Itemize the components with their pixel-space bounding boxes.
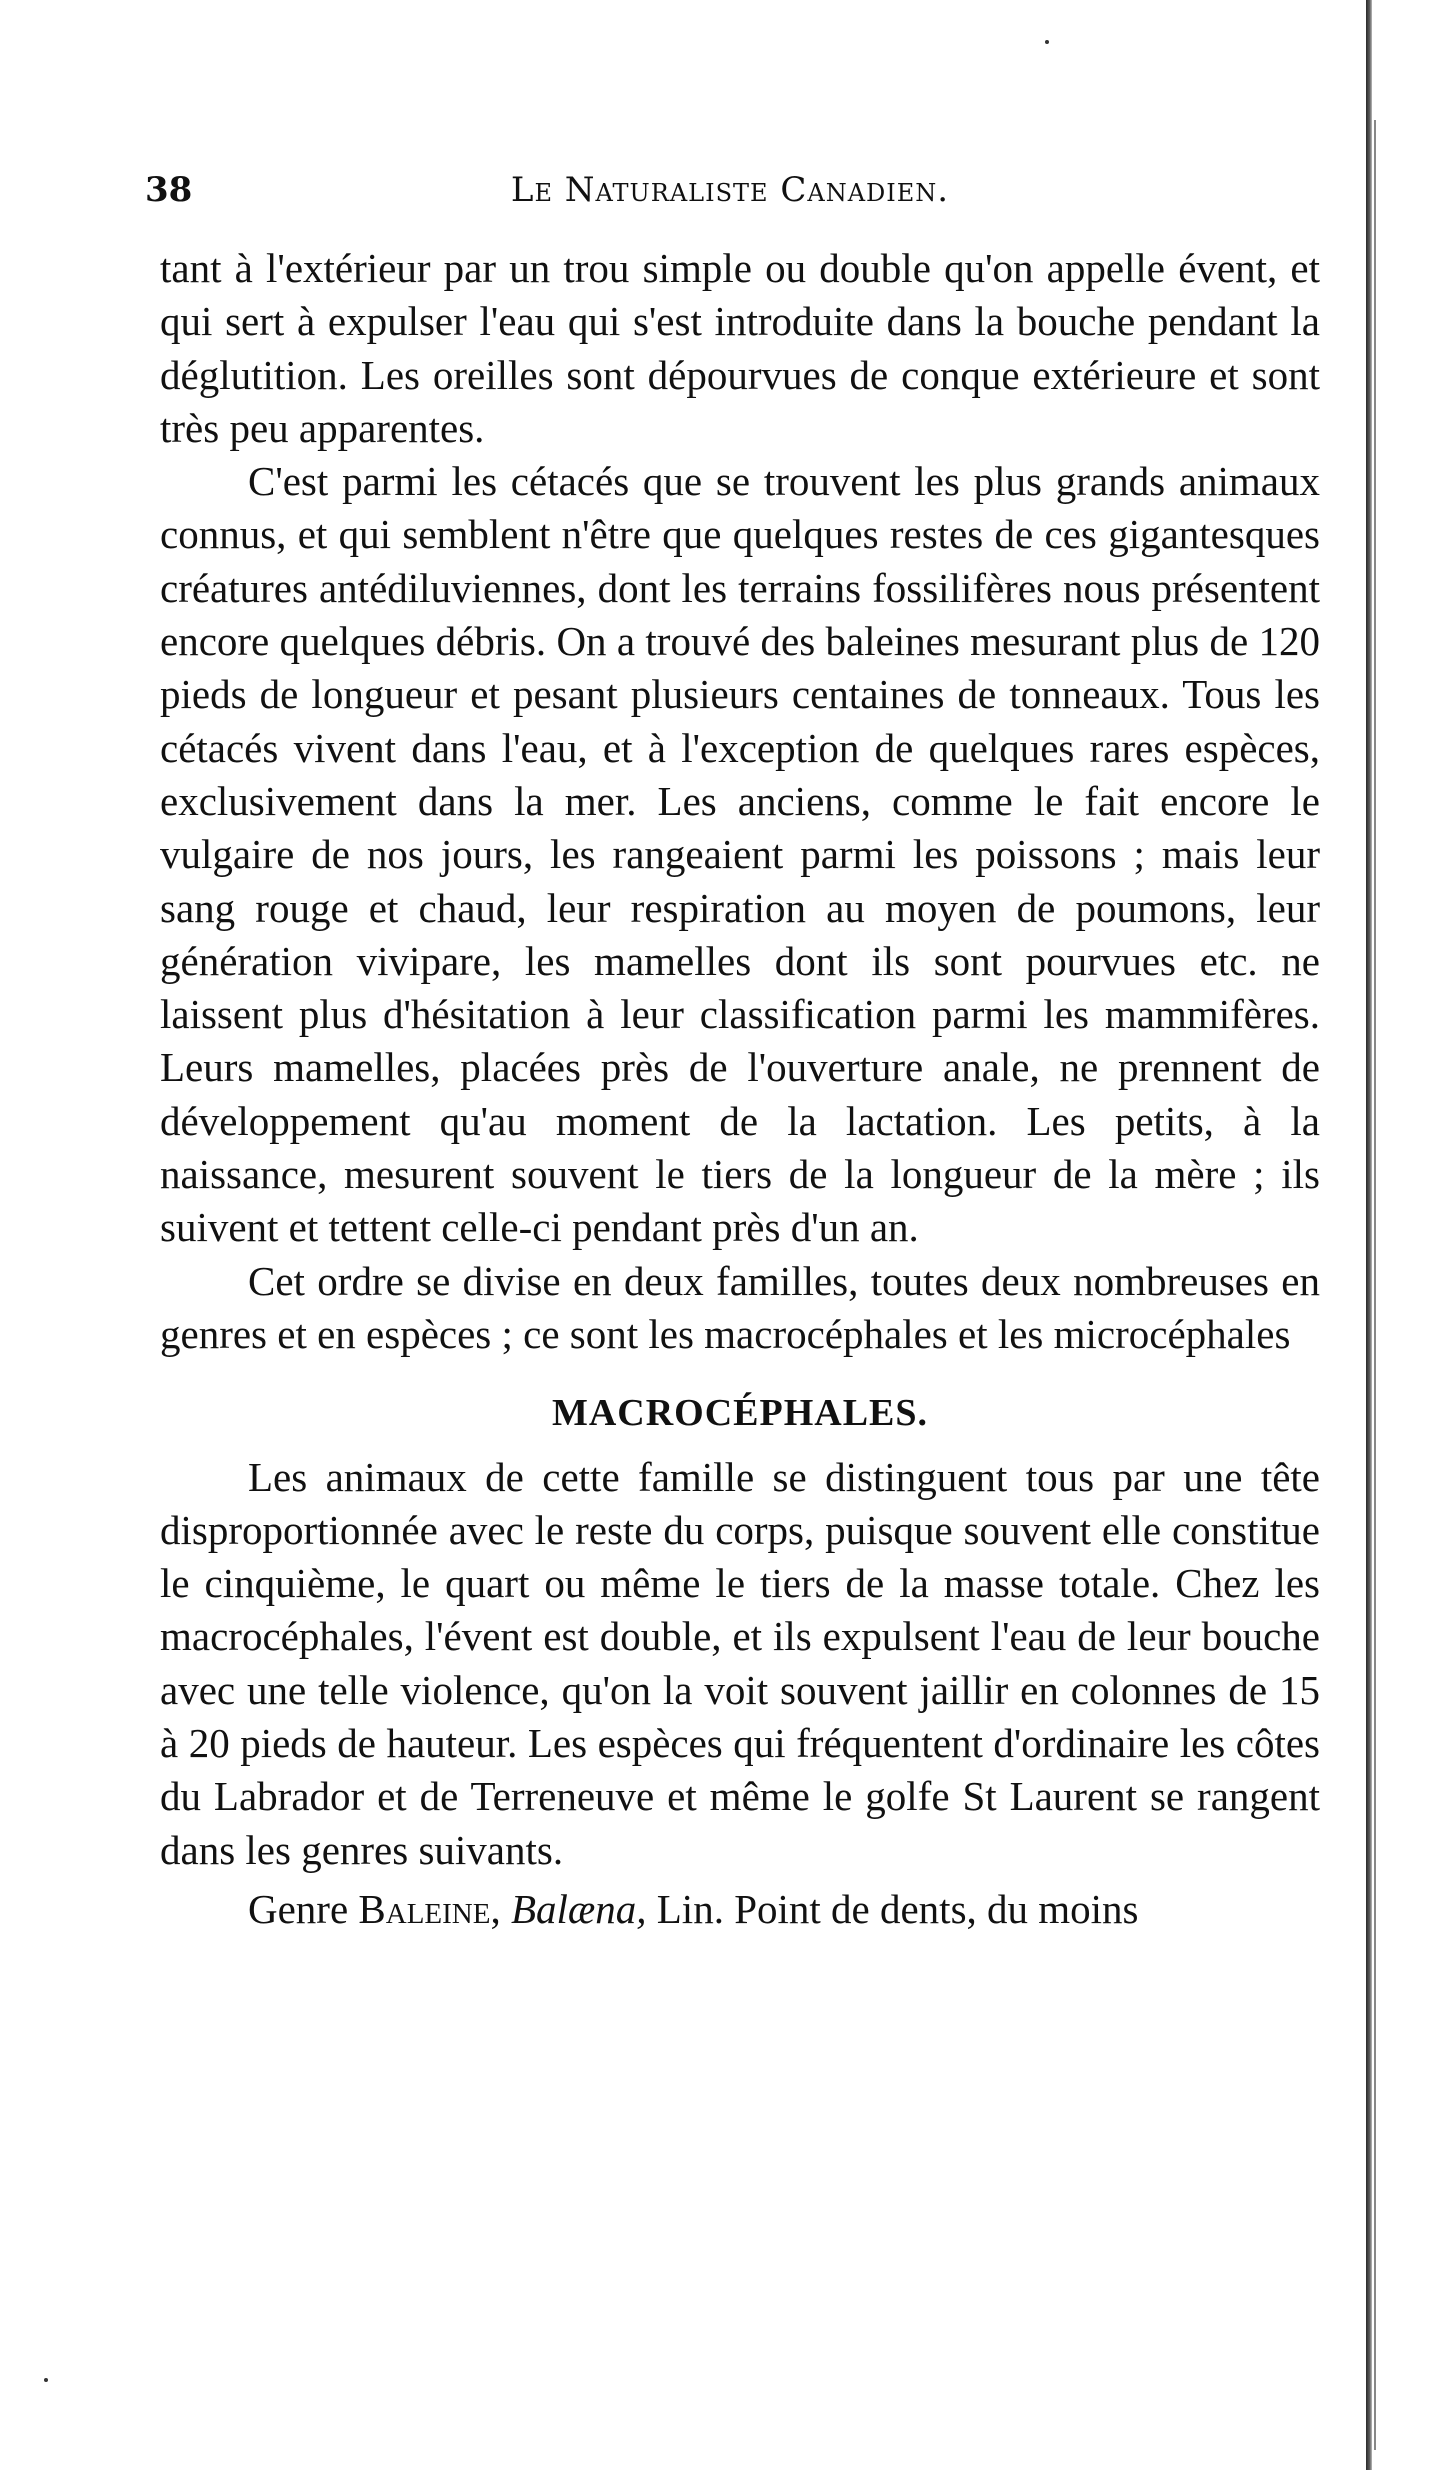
body-text <box>160 242 1320 1936</box>
genre-label: Genre <box>248 1885 349 1932</box>
paragraph-macrocephales: Les animaux de cette famille se distinguent tous par une tête disproportionnée avec le reste du corps, puisque souvent elle constitue le cinquième, le quart ou même le tiers de la masse totale. Chez les macrocéphales, l'évent est double, et ils expulsent l'eau de leur bouche avec une telle violence, qu'on la voit souvent jaillir en colonnes de 15 à 20 pieds de hauteur. Les espèces qui fréquentent d'ordinaire les côtes du Labrador et de Terreneuve et même le golfe St Laurent se rangent dans les genres suivants. <box>160 1453 1320 1873</box>
page-number: 38 <box>145 170 193 210</box>
ink-speck <box>44 2378 48 2382</box>
genre-latin-name: Balæna, <box>510 1885 647 1932</box>
paragraph-familles: Cet ordre se divise en deux familles, toutes deux nombreuses en genres et en espèces ; ce sont les macrocéphales et les microcéphales <box>160 1257 1320 1357</box>
paragraph-genre-baleine <box>160 1883 1320 1936</box>
genre-description: Lin. Point de dents, du moins <box>656 1885 1139 1932</box>
page-edge <box>1366 0 1372 2470</box>
genre-name: Baleine, <box>358 1885 501 1932</box>
running-title: Le Naturaliste Canadien. <box>510 170 950 210</box>
page-header <box>145 170 1315 220</box>
paragraph-cetaces: C'est parmi les cétacés que se trouvent les plus grands animaux connus, et qui semblent n'être que quelques restes de ces gigantesques créatures antédiluviennes, dont les terrains fossilifères nous présentent encore quelques débris. On a trouvé des baleines mesurant plus de 120 pieds de longueur et pesant plusieurs centaines de tonneaux. Tous les cétacés vivent dans l'eau, et à l'exception de quelques rares espèces, exclusivement dans la mer. Les anciens, comme le fait encore le vulgaire de nos jours, les rangeaient parmi les poissons ; mais leur sang rouge et chaud, leur respiration au moyen de poumons, leur génération vivipare, les mamelles dont ils sont pourvues etc. ne laissent plus d'hésitation à leur classification parmi les mammifères. Leurs mamelles, placées près de l'ouverture anale, ne prennent de développement qu'au moment de la lactation. Les petits, à la naissance, mesurent souvent le tiers de la longueur de la mère ; ils suivent et tettent celle-ci pendant près d'un an. <box>160 458 1320 1251</box>
ink-speck <box>1045 40 1049 44</box>
paragraph-continuation: tant à l'extérieur par un trou simple ou double qu'on appelle évent, et qui sert à expulser l'eau qui s'est introduite dans la bouche pendant la déglutition. Les oreilles sont dépourvues de conque extérieure et sont très peu apparentes. <box>160 245 1320 451</box>
page-edge-shadow <box>1374 120 1376 2450</box>
section-heading: MACROCÉPHALES. <box>551 1392 929 1435</box>
